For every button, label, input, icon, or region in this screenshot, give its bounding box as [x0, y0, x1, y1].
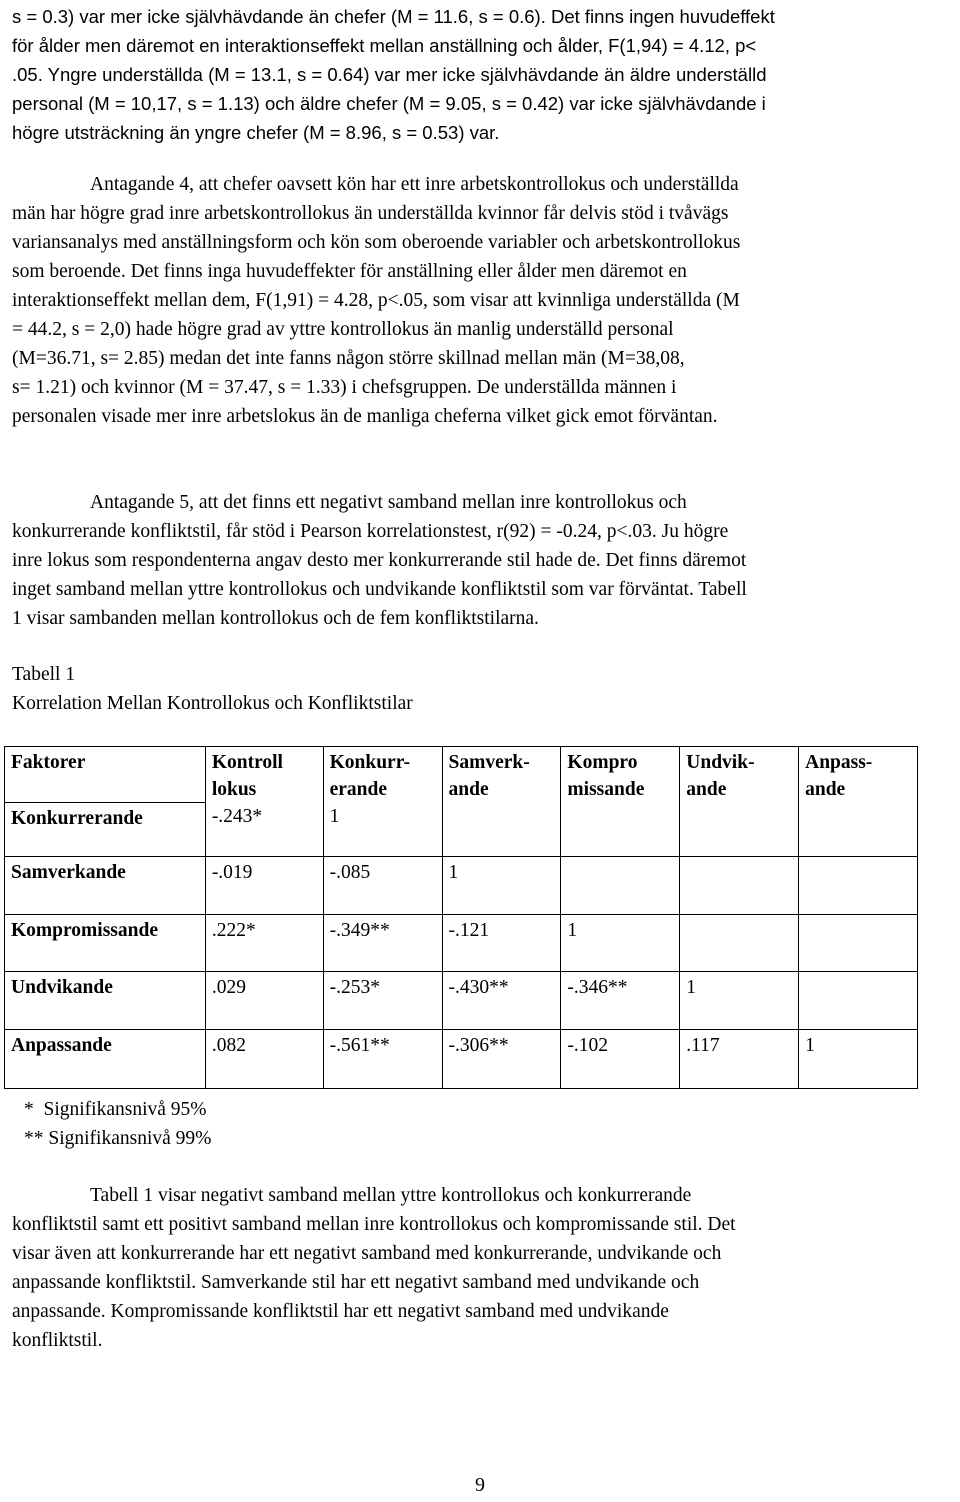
text-line: för ålder men däremot en interaktionseffekt mellan anställning och ålder, F(1,94) = 4.12, p< — [12, 35, 757, 56]
table-cell: -.349** — [323, 915, 442, 972]
table-row — [5, 972, 918, 1030]
table-row-label: Konkurrerande — [5, 803, 206, 857]
table-header-row — [5, 747, 918, 803]
table-row-label: Undvikande — [5, 972, 206, 1030]
text-line: som beroende. Det finns inga huvudeffekter för anställning eller ålder men däremot en — [12, 261, 687, 282]
table-row-label: Samverkande — [5, 857, 206, 915]
table-cell: -.121 — [442, 915, 561, 972]
table-cell: -.253* — [323, 972, 442, 1030]
text-line: konfliktstil. — [12, 1330, 103, 1351]
table-label: Tabell 1 — [12, 664, 76, 685]
text-line: = 44.2, s = 2,0) hade högre grad av yttre kontrollokus än manlig underställd personal — [12, 319, 674, 340]
table-cell: 1 — [799, 1030, 918, 1089]
table-cell — [680, 915, 799, 972]
table-header-cell — [323, 747, 442, 857]
table-header-cell — [205, 747, 323, 857]
table-header-cell: Undvik- ande — [680, 747, 799, 857]
table-row — [5, 857, 918, 915]
text-line: s= 1.21) och kvinnor (M = 37.47, s = 1.33) i chefsgruppen. De underställda männen i — [12, 377, 677, 398]
table-cell: .222* — [205, 915, 323, 972]
table-cell: .082 — [205, 1030, 323, 1089]
table-header-cell: Kompro missande — [561, 747, 680, 857]
table-row — [5, 915, 918, 972]
table-cell: 1 — [680, 972, 799, 1030]
text-line: män har högre grad inre arbetskontrollokus än underställda kvinnor får delvis stöd i tvåvägs — [12, 203, 729, 224]
table-cell — [799, 915, 918, 972]
text-line: anpassande. Kompromissande konfliktstil har ett negativt samband med undvikande — [12, 1301, 669, 1322]
table-cell: -.085 — [323, 857, 442, 915]
text-line: personalen visade mer inre arbetslokus än de manliga cheferna vilket gick emot förväntan. — [12, 406, 718, 427]
table-row — [5, 1030, 918, 1089]
table-cell: 1 — [329, 806, 340, 827]
table-footnote: ** Signifikansnivå 99% — [24, 1128, 212, 1149]
table-cell: -.019 — [205, 857, 323, 915]
table-header-cell: Samverk- ande — [442, 747, 561, 857]
table-cell: -.243* — [211, 806, 263, 827]
table-cell — [799, 857, 918, 915]
table-cell: 1 — [561, 915, 680, 972]
table-cell: -.430** — [442, 972, 561, 1030]
table-cell: -.102 — [561, 1030, 680, 1089]
header-text: Kontroll lokus — [211, 752, 283, 800]
text-line: högre utsträckning än yngre chefer (M = 8.96, s = 0.53) var. — [12, 122, 500, 143]
table-cell — [561, 857, 680, 915]
text-line: 1 visar sambanden mellan kontrollokus och de fem konfliktstilarna. — [12, 608, 539, 629]
text-line: anpassande konfliktstil. Samverkande stil har ett negativt samband med undvikande och — [12, 1272, 700, 1293]
text-line: konfliktstil samt ett positivt samband mellan inre kontrollokus och kompromissande stil. Det — [12, 1214, 736, 1235]
text-line: interaktionseffekt mellan dem, F(1,91) = 4.28, p<.05, som visar att kvinnliga underställda (M — [12, 290, 740, 311]
table-cell — [799, 972, 918, 1030]
table-footnote: * Signifikansnivå 95% — [24, 1099, 207, 1120]
table-header-cell: Faktorer — [5, 747, 206, 803]
correlation-table — [4, 746, 918, 1089]
table-cell — [680, 857, 799, 915]
table-cell: -.306** — [442, 1030, 561, 1089]
text-line: Tabell 1 visar negativt samband mellan yttre kontrollokus och konkurrerande — [90, 1185, 692, 1206]
paragraph-hypothesis-5 — [12, 488, 952, 633]
header-text: Konkurr- erande — [329, 752, 411, 800]
text-line: Antagande 5, att det finns ett negativt samband mellan inre kontrollokus och — [90, 492, 687, 513]
paragraph-table-discussion — [12, 1181, 952, 1355]
text-line: konkurrerande konfliktstil, får stöd i Pearson korrelationstest, r(92) = -0.24, p<.03. Ju högre — [12, 521, 729, 542]
text-line: Antagande 4, att chefer oavsett kön har ett inre arbetskontrollokus och underställda — [90, 174, 739, 195]
table-cell: -.346** — [561, 972, 680, 1030]
text-line: .05. Yngre underställda (M = 13.1, s = 0.64) var mer icke självhävdande än äldre underställd — [12, 64, 767, 85]
table-cell: -.561** — [323, 1030, 442, 1089]
table-title: Korrelation Mellan Kontrollokus och Konfliktstilar — [12, 693, 413, 714]
table-row-label: Kompromissande — [5, 915, 206, 972]
text-line: inre lokus som respondenterna angav desto mer konkurrerande stil hade de. Det finns däremot — [12, 550, 747, 571]
paragraph-hypothesis-4 — [12, 170, 952, 431]
table-cell: .029 — [205, 972, 323, 1030]
table-row-label: Anpassande — [5, 1030, 206, 1089]
text-line: s = 0.3) var mer icke självhävdande än chefer (M = 11.6, s = 0.6). Det finns ingen huvudeffekt — [12, 6, 775, 27]
text-line: inget samband mellan yttre kontrollokus och undvikande konfliktstil som var förväntat. Tabell — [12, 579, 747, 600]
table-cell: .117 — [680, 1030, 799, 1089]
table-header-cell: Anpass- ande — [799, 747, 918, 857]
page-number: 9 — [475, 1474, 485, 1496]
paragraph-continuation — [12, 2, 952, 147]
text-line: personal (M = 10,17, s = 1.13) och äldre chefer (M = 9.05, s = 0.42) var icke självhävdande i — [12, 93, 766, 114]
text-line: variansanalys med anställningsform och kön som oberoende variabler och arbetskontrollokus — [12, 232, 741, 253]
text-line: visar även att konkurrerande har ett negativt samband med konkurrerande, undvikande och — [12, 1243, 722, 1264]
table-cell: 1 — [442, 857, 561, 915]
text-line: (M=36.71, s= 2.85) medan det inte fanns någon större skillnad mellan män (M=38,08, — [12, 348, 685, 369]
